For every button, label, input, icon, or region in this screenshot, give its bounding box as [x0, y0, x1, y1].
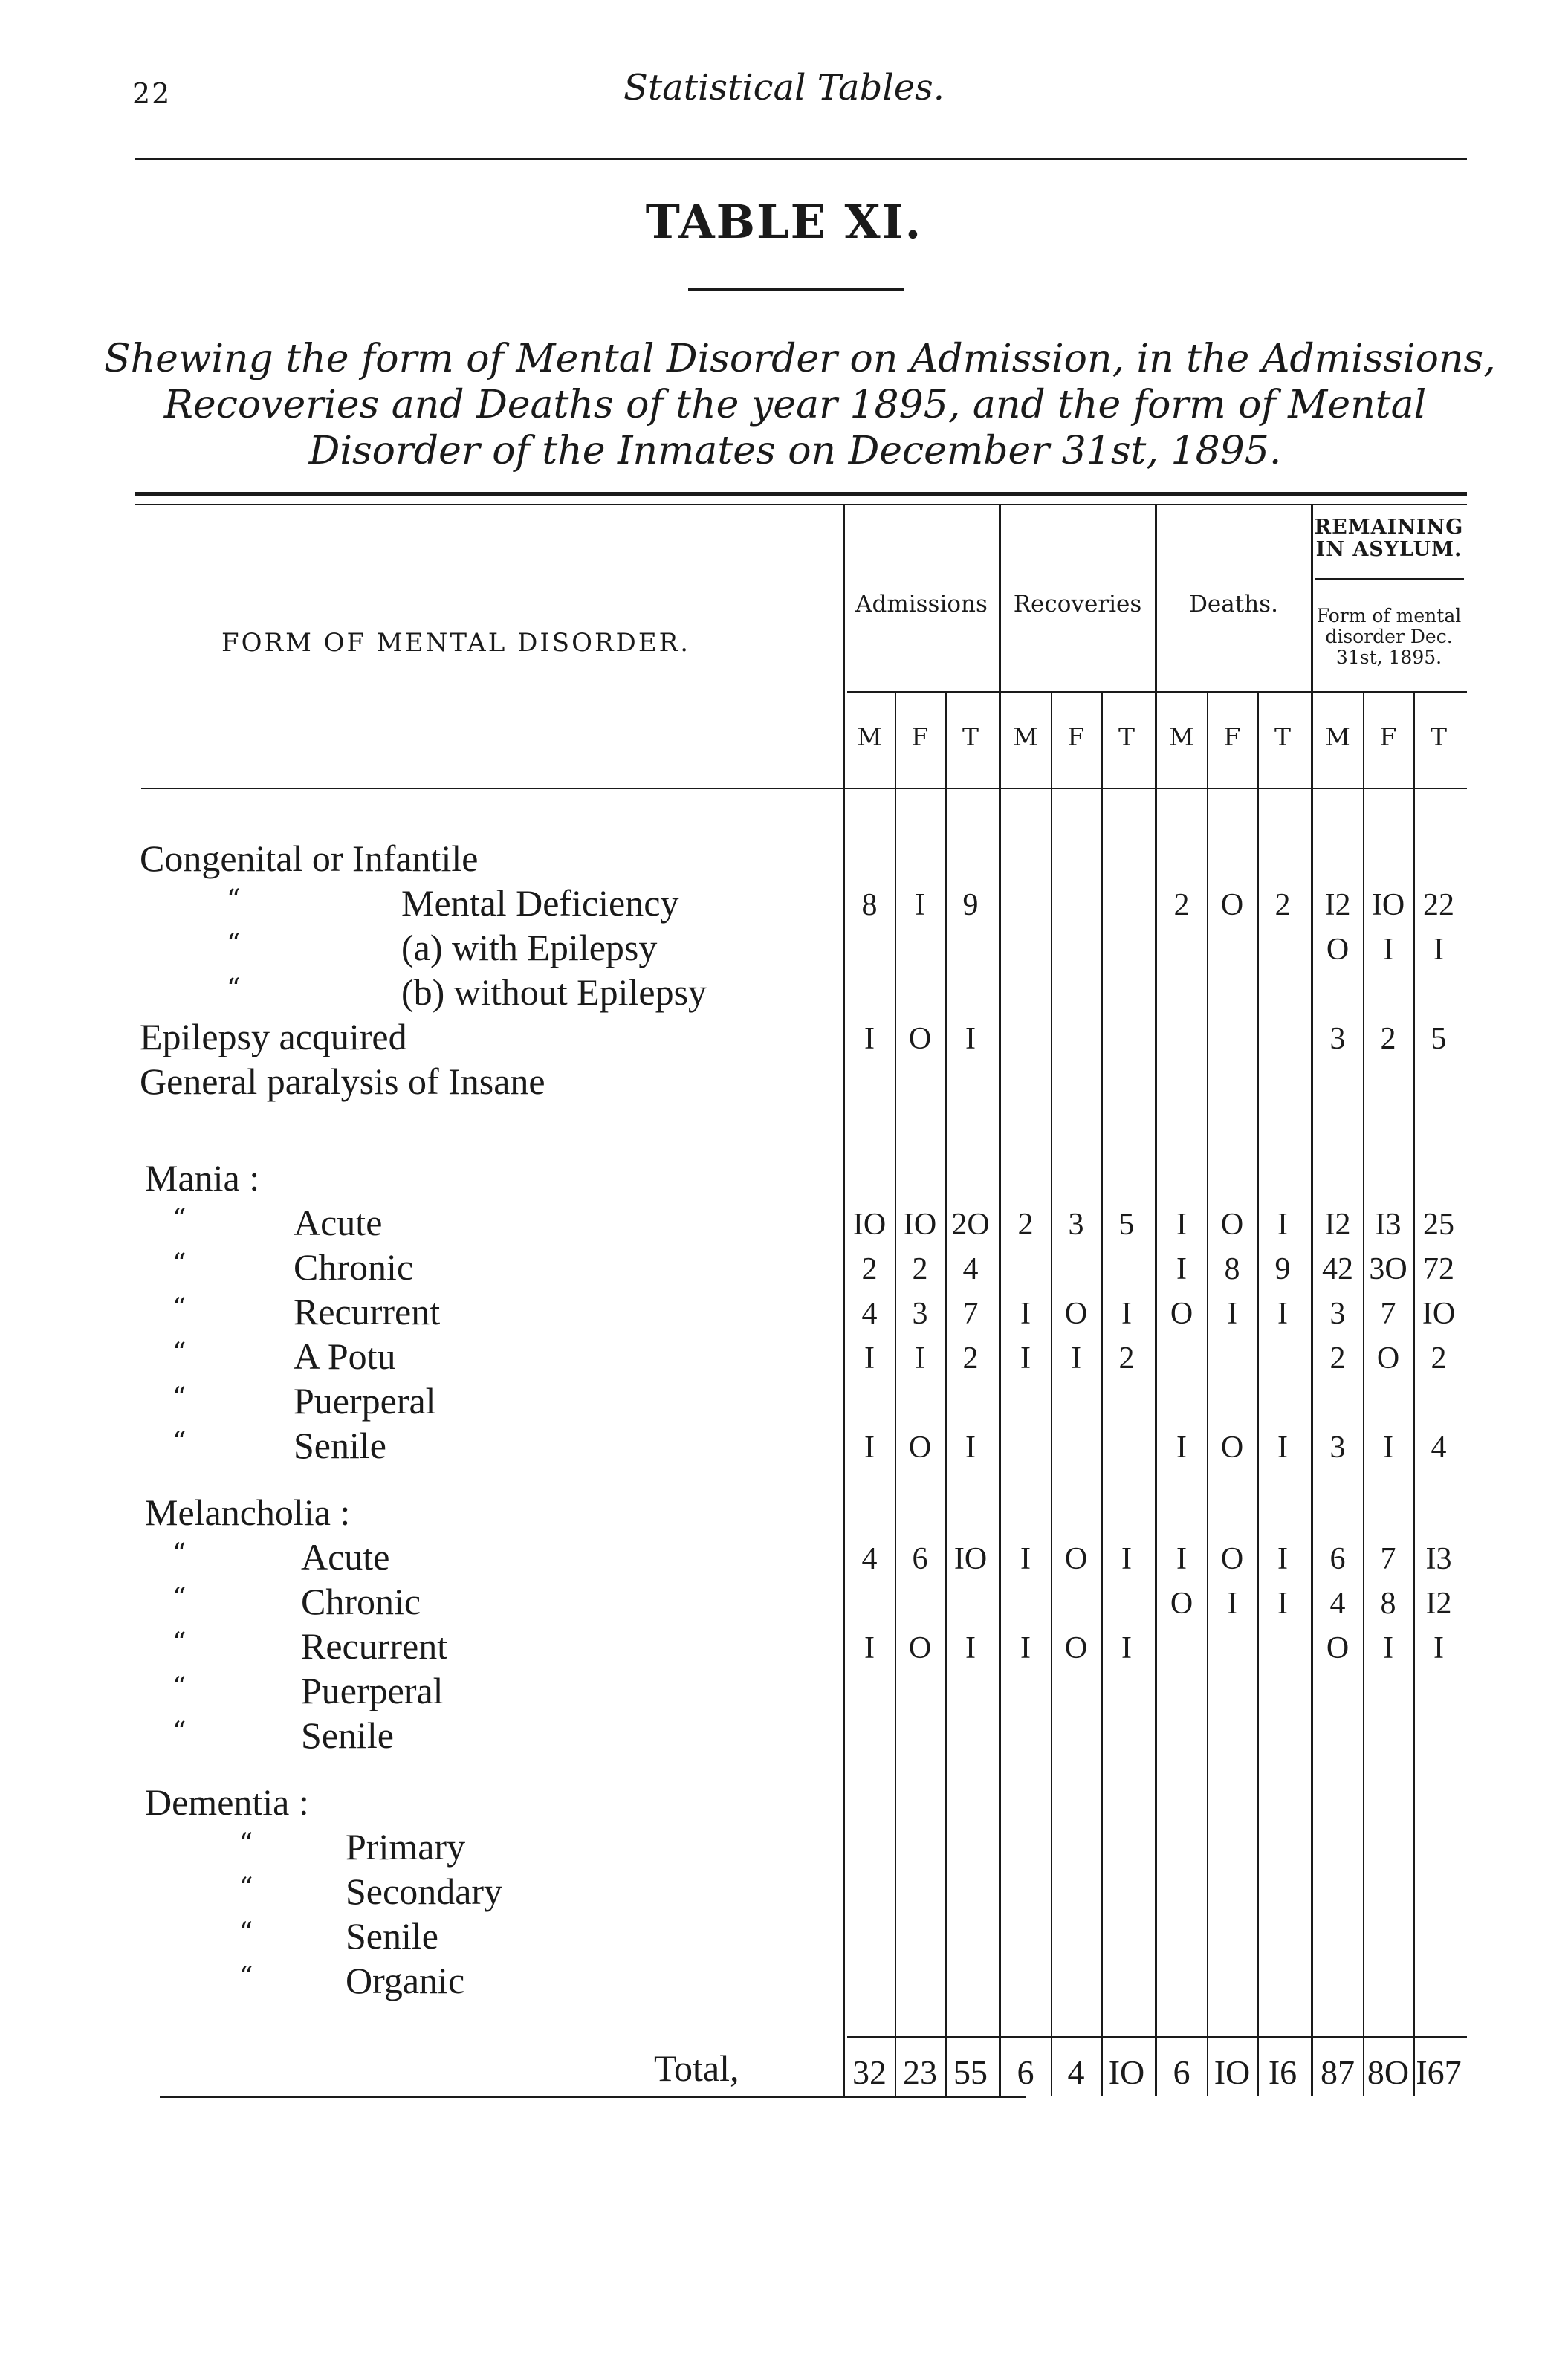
table-cell: 3: [1329, 1297, 1346, 1331]
table-cell: I: [965, 1022, 976, 1056]
table-cell: I: [1227, 1587, 1237, 1621]
table-cell: 25: [1423, 1208, 1454, 1242]
ditto-mark: “: [172, 1293, 187, 1324]
table-cell: 2: [1329, 1341, 1346, 1376]
table-cell: 2: [962, 1341, 979, 1376]
ditto-mark: “: [172, 1338, 187, 1368]
subheader-rule: [847, 691, 1467, 693]
table-cell: 6: [912, 1542, 928, 1576]
row-label: A Potu: [294, 1335, 396, 1377]
caption-line: Disorder of the Inmates on December 31st, 1895.: [308, 429, 1282, 473]
subheader-m: M: [1169, 722, 1194, 751]
table-cell: 7: [1380, 1297, 1396, 1331]
subheader-t: T: [1118, 722, 1135, 751]
table-cell: IO: [852, 1208, 887, 1242]
table-cell: 2O: [951, 1208, 990, 1242]
ditto-mark: “: [172, 1717, 187, 1747]
subheader-m: M: [1013, 722, 1038, 751]
table-cell: I: [864, 1431, 875, 1465]
table-cell: I: [1277, 1542, 1288, 1576]
deaths-header: Deaths.: [1189, 591, 1278, 618]
row-label: Acute: [294, 1202, 383, 1243]
row-label: Recurrent: [301, 1625, 448, 1667]
total-cell: 87: [1321, 2053, 1355, 2091]
row-label: (b) without Epilepsy: [401, 971, 707, 1013]
table-cell: IO: [953, 1542, 988, 1576]
table-cell: 2: [1274, 888, 1291, 922]
row-label: Epilepsy acquired: [140, 1016, 407, 1057]
row-label: Acute: [301, 1536, 390, 1578]
table-cell: I: [1383, 1631, 1393, 1665]
row-label: Puerperal: [294, 1380, 436, 1422]
table-cell: O: [1064, 1631, 1088, 1665]
table-cell: O: [1220, 1542, 1244, 1576]
table-cell: 2: [1118, 1341, 1135, 1376]
table-cell: 4: [1431, 1431, 1447, 1465]
table-cell: 72: [1423, 1252, 1454, 1286]
table-cell: I: [1176, 1542, 1187, 1576]
total-cell: 55: [953, 2053, 988, 2091]
row-label: Organic: [346, 1960, 465, 2001]
subheader-t: T: [1430, 722, 1447, 751]
total-rule: [847, 2036, 1467, 2038]
table-cell: IO: [1371, 888, 1405, 922]
subheader-m: M: [857, 722, 882, 751]
table-cell: 2: [1017, 1208, 1034, 1242]
subheader-f: F: [911, 722, 929, 751]
table-cell: O: [908, 1631, 932, 1665]
table-cell: I: [1383, 1431, 1393, 1465]
title-rule: [688, 288, 904, 291]
table-cell: 42: [1322, 1252, 1353, 1286]
subheader-t: T: [962, 722, 979, 751]
table-cell: 22: [1423, 888, 1454, 922]
table-top-rule-thin: [135, 504, 1467, 505]
table-cell: 6: [1329, 1542, 1346, 1576]
ditto-mark: “: [227, 884, 241, 915]
table-cell: I: [864, 1631, 875, 1665]
table-cell: O: [908, 1022, 932, 1056]
ditto-mark: “: [239, 1873, 253, 1903]
table-cell: 7: [1380, 1542, 1396, 1576]
table-cell: I: [1020, 1631, 1031, 1665]
table-cell: 3: [1329, 1022, 1346, 1056]
caption-line: Recoveries and Deaths of the year 1895, and the form of Mental: [163, 383, 1427, 427]
table-cell: I2: [1324, 1208, 1351, 1242]
table-cell: I: [1383, 933, 1393, 967]
table-cell: 4: [861, 1542, 878, 1576]
table-cell: I: [1176, 1252, 1187, 1286]
table-cell: O: [1170, 1297, 1193, 1331]
total-cell: 4: [1067, 2053, 1085, 2091]
table-cell: I: [1433, 1631, 1444, 1665]
ditto-mark: “: [227, 974, 241, 1004]
row-label: Congenital or Infantile: [140, 838, 479, 879]
column-divider: [843, 505, 845, 2096]
header-bottom-rule: [141, 788, 1467, 789]
total-cell: IO: [1214, 2053, 1251, 2091]
ditto-mark: “: [172, 1583, 187, 1613]
table-cell: I: [1176, 1208, 1187, 1242]
table-title: TABLE XI.: [645, 195, 923, 249]
column-divider: [1155, 505, 1157, 2096]
table-cell: 8: [1224, 1252, 1240, 1286]
subheader-f: F: [1379, 722, 1397, 751]
ditto-mark: “: [172, 1204, 187, 1234]
caption-line: Shewing the form of Mental Disorder on Admission, in the Admissions,: [104, 337, 1496, 381]
table-cell: O: [1326, 1631, 1350, 1665]
table-cell: I: [965, 1631, 976, 1665]
table-cell: O: [1326, 933, 1350, 967]
table-cell: I: [1121, 1631, 1132, 1665]
total-cell: IO: [1108, 2053, 1145, 2091]
table-cell: IO: [1422, 1297, 1456, 1331]
table-cell: 4: [861, 1297, 878, 1331]
ditto-mark: “: [227, 929, 241, 959]
table-cell: I: [1020, 1341, 1031, 1376]
row-label: Senile: [346, 1915, 438, 1957]
table-cell: 5: [1431, 1022, 1447, 1056]
table-cell: I: [1020, 1297, 1031, 1331]
table-cell: I: [1277, 1297, 1288, 1331]
table-cell: I: [965, 1431, 976, 1465]
table-cell: IO: [903, 1208, 937, 1242]
ditto-mark: “: [172, 1427, 187, 1457]
table-cell: I: [1277, 1431, 1288, 1465]
row-label: Secondary: [346, 1870, 503, 1912]
table-cell: 3: [912, 1297, 928, 1331]
table-cell: I: [1020, 1542, 1031, 1576]
table-cell: I: [915, 1341, 925, 1376]
page-number: 22: [132, 77, 172, 110]
table-cell: 4: [962, 1252, 979, 1286]
ditto-mark: “: [239, 1962, 253, 1992]
running-head: Statistical Tables.: [623, 67, 945, 108]
row-label: Mania :: [145, 1157, 260, 1199]
table-cell: O: [1220, 1208, 1244, 1242]
table-cell: O: [908, 1431, 932, 1465]
remaining-header: REMAINING IN ASYLUM.: [1314, 516, 1464, 561]
row-label: Senile: [301, 1714, 394, 1756]
table-cell: I: [1277, 1587, 1288, 1621]
row-label: Puerperal: [301, 1670, 444, 1711]
table-cell: 3: [1329, 1431, 1346, 1465]
table-cell: O: [1064, 1297, 1088, 1331]
table-cell: I: [864, 1341, 875, 1376]
table-cell: 8: [1380, 1587, 1396, 1621]
ditto-mark: “: [172, 1538, 187, 1569]
ditto-mark: “: [239, 1917, 253, 1948]
total-cell: 6: [1017, 2053, 1034, 2091]
table-cell: I3: [1375, 1208, 1402, 1242]
table-cell: I2: [1324, 888, 1351, 922]
table-cell: I: [1176, 1431, 1187, 1465]
table-cell: 9: [962, 888, 979, 922]
table-cell: 2: [1380, 1022, 1396, 1056]
subcolumn-divider: [1051, 693, 1052, 2096]
row-label: Melancholia :: [145, 1491, 351, 1533]
table-cell: 2: [912, 1252, 928, 1286]
recoveries-header: Recoveries: [1013, 591, 1142, 618]
total-cell: 6: [1173, 2053, 1190, 2091]
row-label: Dementia :: [145, 1781, 309, 1823]
row-label: Senile: [294, 1425, 386, 1466]
row-label: Chronic: [294, 1246, 414, 1288]
total-cell: I6: [1268, 2053, 1298, 2091]
table-cell: 4: [1329, 1587, 1346, 1621]
total-label: Total,: [654, 2047, 739, 2089]
table-cell: 2: [1431, 1341, 1447, 1376]
ditto-mark: “: [172, 1248, 187, 1279]
table-cell: 7: [962, 1297, 979, 1331]
subheader-f: F: [1067, 722, 1085, 751]
ditto-mark: “: [172, 1672, 187, 1703]
form-of-disorder-header: FORM OF MENTAL DISORDER.: [221, 628, 691, 658]
total-cell: I67: [1416, 2053, 1462, 2091]
table-cell: I: [1121, 1297, 1132, 1331]
table-cell: I: [1277, 1208, 1288, 1242]
table-cell: O: [1376, 1341, 1400, 1376]
table-cell: 9: [1274, 1252, 1291, 1286]
ditto-mark: “: [172, 1627, 187, 1658]
table-bottom-rule: [160, 2096, 1026, 2098]
table-cell: I2: [1425, 1587, 1452, 1621]
table-cell: 2: [861, 1252, 878, 1286]
table-cell: I: [1433, 933, 1444, 967]
ditto-mark: “: [172, 1382, 187, 1413]
remaining-divider: [1315, 578, 1464, 580]
subheader-m: M: [1325, 722, 1350, 751]
table-cell: 2: [1173, 888, 1190, 922]
table-cell: O: [1064, 1542, 1088, 1576]
table-cell: O: [1170, 1587, 1193, 1621]
table-cell: I: [1227, 1297, 1237, 1331]
table-top-rule: [135, 492, 1467, 496]
table-cell: I: [1121, 1542, 1132, 1576]
table-cell: I3: [1425, 1542, 1452, 1576]
table-cell: 3: [1068, 1208, 1084, 1242]
table-cell: 3O: [1369, 1252, 1407, 1286]
table-cell: O: [1220, 888, 1244, 922]
column-divider: [999, 505, 1001, 2096]
header-rule: [135, 158, 1467, 160]
admissions-header: Admissions: [855, 591, 988, 618]
subcolumn-divider: [1101, 693, 1103, 2096]
row-label: Chronic: [301, 1581, 421, 1622]
row-label: General paralysis of Insane: [140, 1060, 545, 1102]
table-cell: 8: [861, 888, 878, 922]
table-caption: [104, 336, 1496, 474]
table-cell: 5: [1118, 1208, 1135, 1242]
table-cell: O: [1220, 1431, 1244, 1465]
table-cell: I: [915, 888, 925, 922]
row-label: Recurrent: [294, 1291, 441, 1332]
total-cell: 8O: [1367, 2053, 1410, 2091]
row-label: (a) with Epilepsy: [401, 927, 658, 968]
row-label: Mental Deficiency: [401, 882, 679, 924]
remaining-subheader: Form of mental disorder Dec. 31st, 1895.: [1316, 605, 1462, 668]
row-label: Primary: [346, 1826, 466, 1868]
total-cell: 23: [903, 2053, 937, 2091]
subheader-t: T: [1274, 722, 1291, 751]
table-cell: I: [1071, 1341, 1081, 1376]
column-divider: [1311, 505, 1313, 2096]
total-cell: 32: [852, 2053, 887, 2091]
subheader-f: F: [1223, 722, 1241, 751]
table-cell: I: [864, 1022, 875, 1056]
ditto-mark: “: [239, 1828, 253, 1859]
